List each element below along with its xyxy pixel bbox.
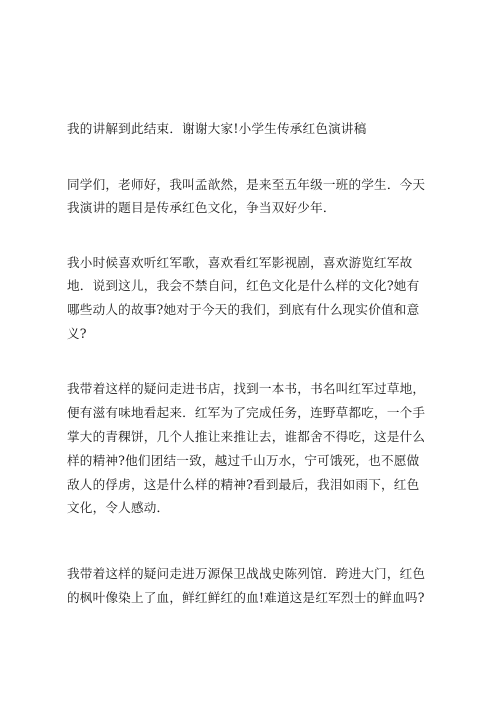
text-line: 样的精神?他们团结一致，越过千山万水，宁可饿死，也不愿做 bbox=[67, 453, 420, 468]
text-line: 哪些动人的故事?她对于今天的我们，到底有什么现实价值和意 bbox=[67, 302, 420, 317]
text-line: 的枫叶像染上了血，鲜红鲜红的血!难道这是红军烈士的鲜血吗? bbox=[67, 590, 425, 605]
text-line: 敌人的俘虏，这是什么样的精神?看到最后，我泪如雨下，红色 bbox=[67, 477, 420, 492]
text-line: 地．说到这儿，我会不禁自问，红色文化是什么样的文化?她有 bbox=[67, 278, 420, 293]
text-line: 义? bbox=[67, 326, 87, 341]
text-line: 我的讲解到此结束．谢谢大家!小学生传承红色演讲稿 bbox=[67, 121, 367, 136]
text-line: 我带着这样的疑问走进万源保卫战战史陈列馆．跨进大门，红色 bbox=[67, 566, 426, 581]
text-line: 我小时候喜欢听红军歌，喜欢看红军影视剧，喜欢游览红军故 bbox=[67, 255, 413, 270]
text-line: 我带着这样的疑问走进书店，找到一本书，书名叫红军过草地， bbox=[67, 381, 426, 396]
text-line: 同学们，老师好，我叫孟歆然，是来至五年级一班的学生．今天 bbox=[67, 177, 426, 192]
text-line: 文化，令人感动． bbox=[67, 500, 170, 515]
text-line: 便有滋有味地看起来．红军为了完成任务，连野草都吃，一个手 bbox=[67, 405, 426, 420]
text-line: 我演讲的题目是传承红色文化，争当双好少年． bbox=[67, 200, 336, 215]
text-line: 掌大的青稞饼，几个人推让来推让去，谁都舍不得吃，这是什么 bbox=[67, 429, 426, 444]
